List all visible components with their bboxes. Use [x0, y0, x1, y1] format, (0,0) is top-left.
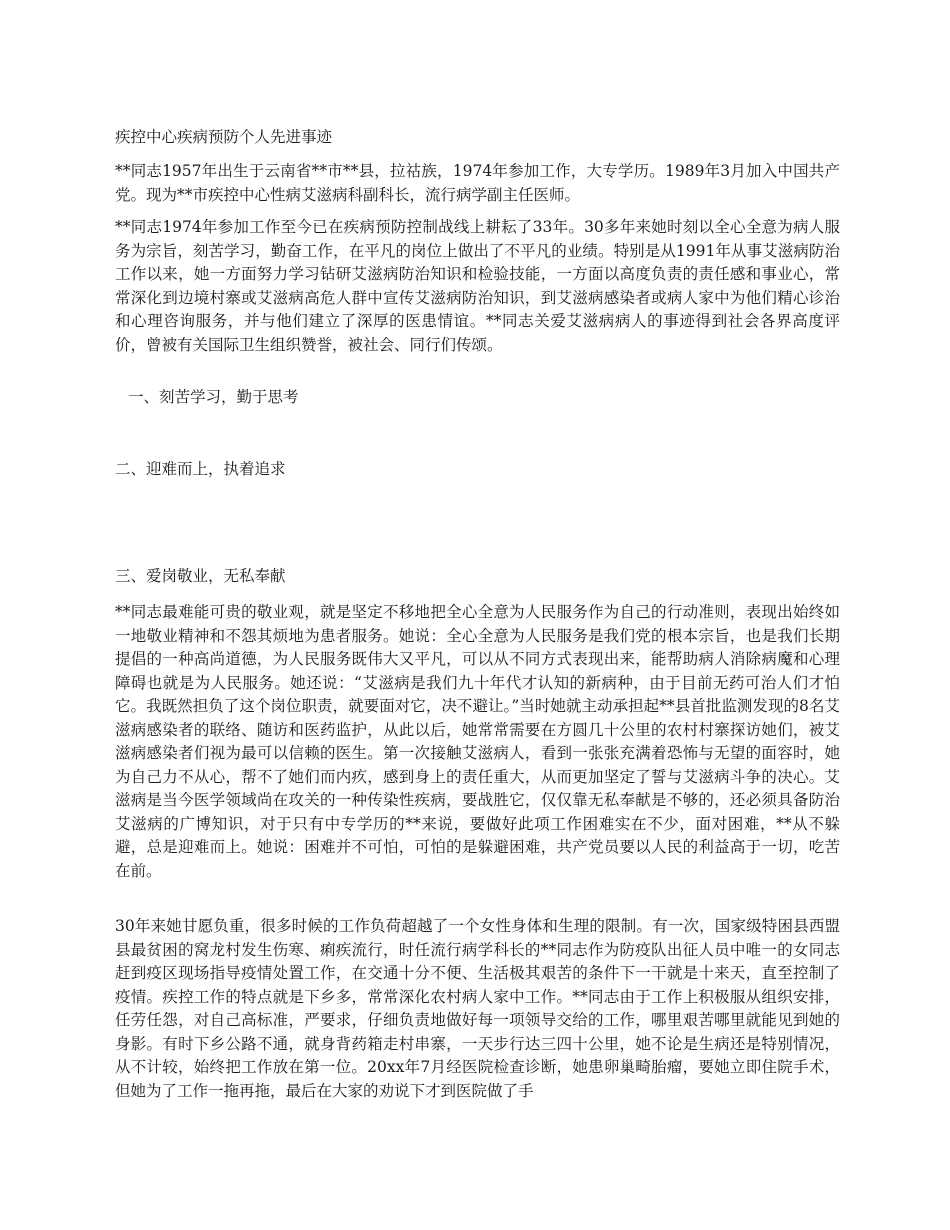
intro-paragraph: **同志1957年出生于云南省**市**县，拉祜族，1974年参加工作，大专学历。1989年3月加入中国共产党。现为**市疾控中心性病艾滋病科副科长，流行病学副主任医师。 [115, 162, 840, 204]
section3-paragraph-1: **同志最难能可贵的敬业观，就是坚定不移地把全心全意为人民服务作为自己的行动准则，表现出始终如一地敬业精神和不怨其烦地为患者服务。她说：全心全意为人民服务是我们党的根本宗旨，也是我们长期提倡的一种高尚道德，为人民服务既伟大又平凡，可以从不同方式表现出来，能帮助病人消除病魔和心理障碍也就是为人民服务。她还说：“艾滋病是我们九十年代才认知的新病种，由于目前无药可治人们才怕它。我既然担负了这个岗位职责，就要面对它，决不避让。”当时她就主动承担起**县首批监测发现的8名艾滋病感染者的联络、随访和医药监护，从此以后，她常常需要在方圆几十公里的农村村寨探访她们，被艾滋病感染者们视为最可以信赖的医生。第一次接触艾滋病人，看到一张张充满着恐怖与无望的面容时，她为自己力不从心，帮不了她们而内疚，感到身上的责任重大，从而更加坚定了誓与艾滋病斗争的决心。艾滋病是当今医学领域尚在攻关的一种传染性疾病，要战胜它，仅仅靠无私奉献是不够的，还必须具备防治艾滋病的广博知识，对于只有中专学历的**来说，要做好此项工作困难实在不少，面对困难，**从不躲避，总是迎难而上。她说：困难并不可怕，可怕的是躲避困难，共产党员要以人民的利益高于一切，吃苦在前。 [115, 603, 840, 880]
section-heading-2: 二、迎难而上，执着追求 [115, 460, 286, 478]
document-title: 疾控中心疾病预防个人先进事迹 [115, 128, 333, 146]
summary-paragraph: **同志1974年参加工作至今已在疾病预防控制战线上耕耘了33年。30多年来她时刻以全心全意为病人服务为宗旨，刻苦学习，勤奋工作，在平凡的岗位上做出了不平凡的业绩。特别是从1991年从事艾滋病防治工作以来，她一方面努力学习钻研艾滋病防治知识和检验技能，一方面以高度负责的责任感和事业心，常常深化到边境村寨或艾滋病高危人群中宣传艾滋病防治知识，到艾滋病感染者或病人家中为他们精心诊治和心理咨询服务，并与他们建立了深厚的医患情谊。**同志关爱艾滋病病人的事迹得到社会各界高度评价，曾被有关国际卫生组织赞誉，被社会、同行们传颂。 [115, 218, 840, 354]
section-heading-1: 一、刻苦学习，勤于思考 [128, 388, 299, 406]
section3-paragraph-2: 30年来她甘愿负重，很多时候的工作负荷超越了一个女性身体和生理的限制。有一次，国家级特困县西盟县最贫困的窝龙村发生伤寒、痢疾流行，时任流行病学科长的**同志作为防疫队出征人员中唯一的女同志赶到疫区现场指导疫情处置工作，在交通十分不便、生活极其艰苦的条件下一干就是十来天，直至控制了疫情。疾控工作的特点就是下乡多，常常深化农村病人家中工作。**同志由于工作上积极服从组织安排，任劳任怨，对自己高标准，严要求，仔细负责地做好每一项领导交给的工作，哪里艰苦哪里就能见到她的身影。有时下乡公路不通，就身背药箱走村串寨，一天步行达三四十公里，她不论是生病还是特别情况，从不计较，始终把工作放在第一位。20xx年7月经医院检查诊断，她患卵巢畸胎瘤，要她立即住院手术，但她为了工作一拖再拖，最后在大家的劝说下才到医院做了手 [115, 917, 840, 1100]
section-heading-3: 三、爱岗敬业，无私奉献 [115, 567, 286, 585]
